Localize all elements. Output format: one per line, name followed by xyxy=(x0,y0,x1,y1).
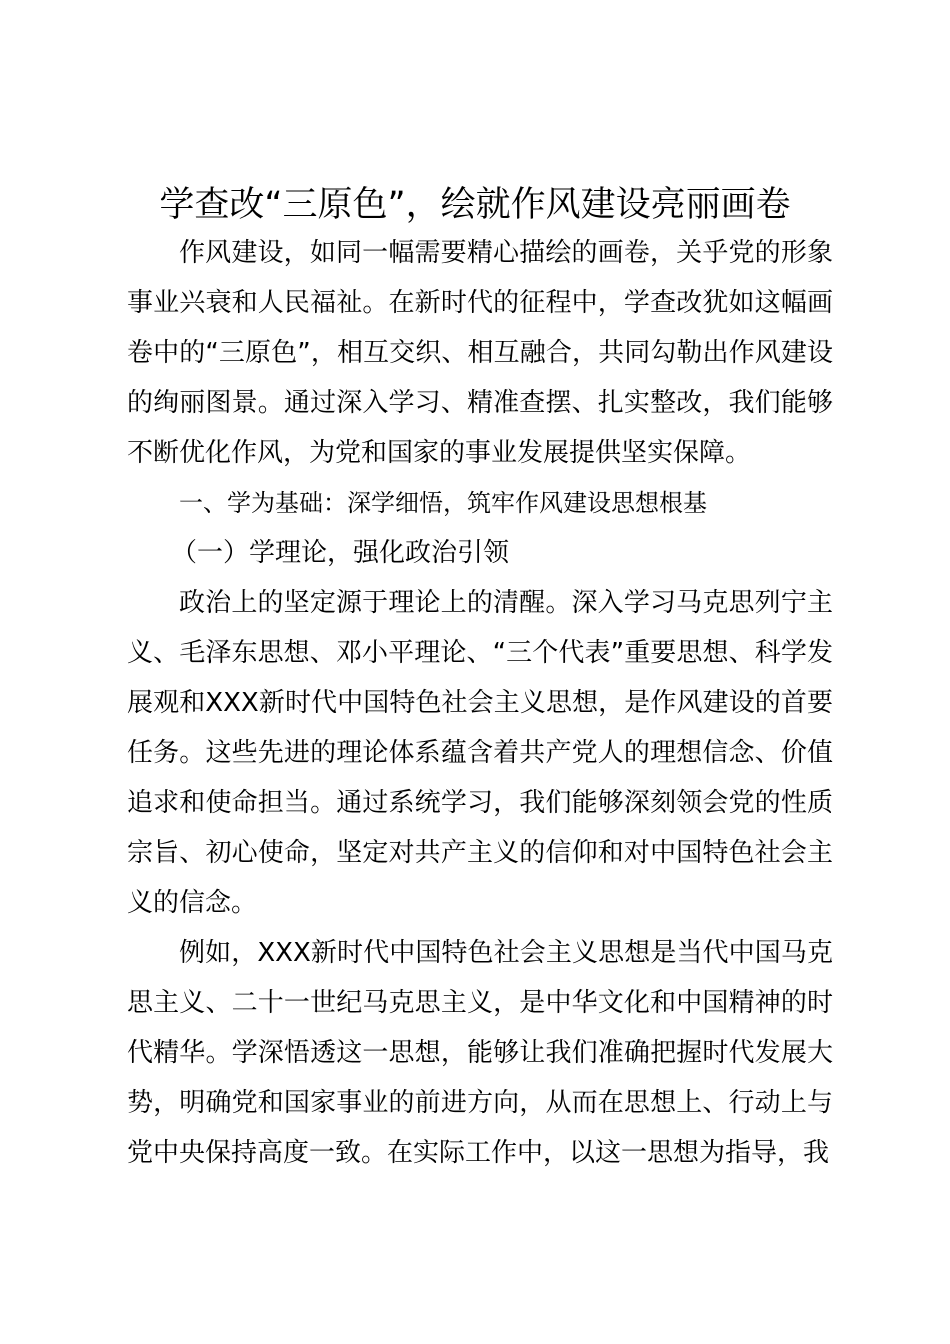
example-paragraph: 例如，XXX新时代中国特色社会主义思想是当代中国马克思主义、二十一世纪马克思主义，是中华文化和中国精神的时代精华。学深悟透这一思想，能够让我们准确把握时代发展大势，明确党和国家事业的前进方向，从而在思想上、行动上与党中央保持高度一致。在实际工作中，以这一思想为指导，我 xyxy=(127,938,833,1168)
document-body xyxy=(127,228,833,1178)
document-title: 学查改“三原色”，绘就作风建设亮丽画卷 xyxy=(159,185,791,225)
intro-paragraph: 作风建设，如同一幅需要精心描绘的画卷，关乎党的形象事业兴衰和人民福祉。在新时代的征程中，学查改犹如这幅画卷中的“三原色”，相互交织、相互融合，共同勾勒出作风建设的绚丽图景。通过深入学习、精准查摆、扎实整改，我们能够不断优化作风，为党和国家的事业发展提供坚实保障。 xyxy=(127,238,833,468)
subsection-heading-1: （一）学理论，强化政治引领 xyxy=(171,538,510,568)
section-heading-1: 一、学为基础：深学细悟，筑牢作风建设思想根基 xyxy=(179,489,707,517)
theory-paragraph: 政治上的坚定源于理论上的清醒。深入学习马克思列宁主义、毛泽东思想、邓小平理论、“三个代表”重要思想、科学发展观和XXX新时代中国特色社会主义思想，是作风建设的首要任务。这些先进的理论体系蕴含着共产党人的理想信念、价值追求和使命担当。通过系统学习，我们能够深刻领会党的性质宗旨、初心使命，坚定对共产主义的信仰和对中国特色社会主义的信念。 xyxy=(127,588,833,918)
